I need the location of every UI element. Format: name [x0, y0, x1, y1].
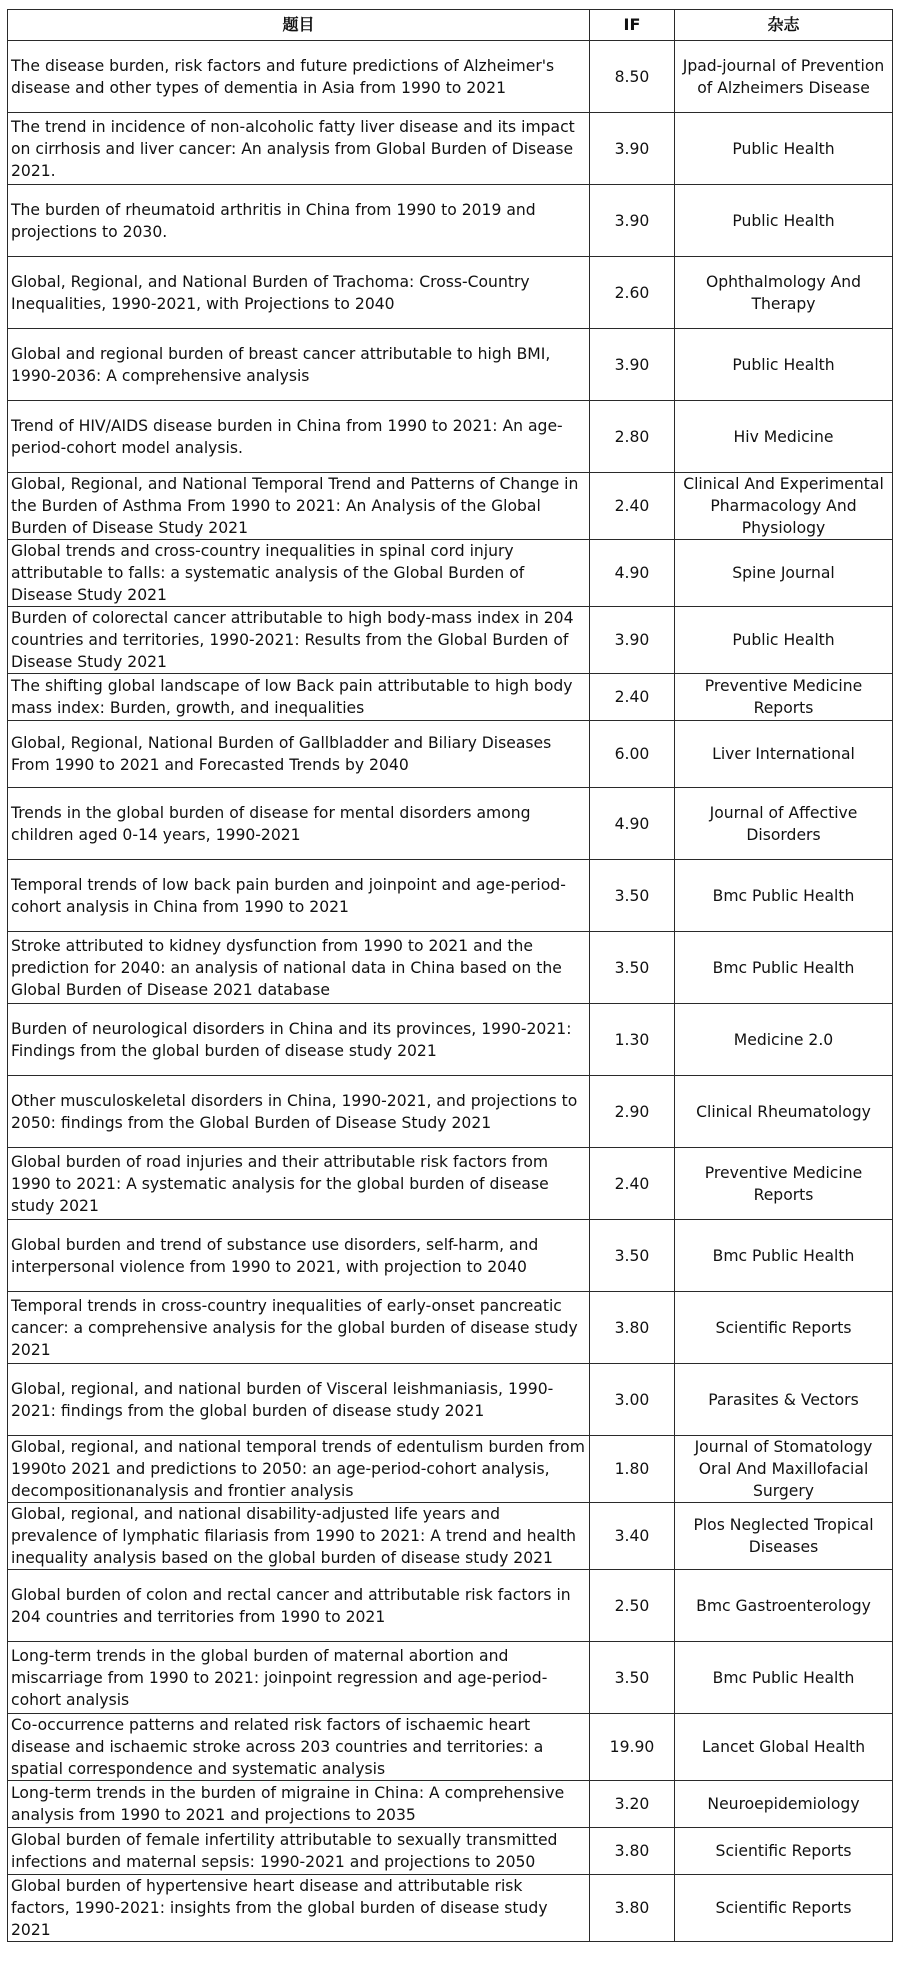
journal-cell: Public Health	[675, 185, 893, 257]
journal-cell: Plos Neglected Tropical Diseases	[675, 1503, 893, 1570]
table-row	[8, 1828, 893, 1875]
title-cell: Global, regional, and national temporal trends of edentulism burden from 1990to 2021 and predictions to 2050: an age-period-cohort analysis, decompositionanalysis and frontier analysis	[8, 1436, 590, 1503]
title-cell: Global trends and cross-country inequalities in spinal cord injury attributable to falls: a systematic analysis of the Global Burden of Disease Study 2021	[8, 540, 590, 607]
journal-cell: Public Health	[675, 113, 893, 185]
journal-cell: Lancet Global Health	[675, 1714, 893, 1781]
journal-cell: Scientific Reports	[675, 1292, 893, 1364]
if-cell: 2.50	[590, 1570, 675, 1642]
journal-cell: Parasites & Vectors	[675, 1364, 893, 1436]
if-cell: 3.50	[590, 932, 675, 1004]
title-cell: The disease burden, risk factors and future predictions of Alzheimer's disease and other types of dementia in Asia from 1990 to 2021	[8, 41, 590, 113]
table-row	[8, 607, 893, 674]
if-cell: 4.90	[590, 788, 675, 860]
table-row	[8, 401, 893, 473]
title-cell: Global burden of female infertility attributable to sexually transmitted infections and maternal sepsis: 1990-2021 and projections to 2050	[8, 1828, 590, 1875]
title-cell: Long-term trends in the burden of migraine in China: A comprehensive analysis from 1990 to 2021 and projections to 2035	[8, 1781, 590, 1828]
table-row	[8, 257, 893, 329]
title-cell: Long-term trends in the global burden of maternal abortion and miscarriage from 1990 to 2021: joinpoint regression and age-period-cohort analysis	[8, 1642, 590, 1714]
journal-cell: Liver International	[675, 721, 893, 788]
title-cell: Global, Regional, and National Burden of Trachoma: Cross-Country Inequalities, 1990-2021, with Projections to 2040	[8, 257, 590, 329]
if-cell: 3.20	[590, 1781, 675, 1828]
title-cell: Global burden of hypertensive heart disease and attributable risk factors, 1990-2021: insights from the global burden of disease study 2021	[8, 1875, 590, 1942]
table-row	[8, 1076, 893, 1148]
if-cell: 3.50	[590, 1642, 675, 1714]
journal-cell: Clinical Rheumatology	[675, 1076, 893, 1148]
title-cell: Global burden of road injuries and their attributable risk factors from 1990 to 2021: A systematic analysis for the global burden of disease study 2021	[8, 1148, 590, 1220]
table-row	[8, 721, 893, 788]
title-cell: The burden of rheumatoid arthritis in China from 1990 to 2019 and projections to 2030.	[8, 185, 590, 257]
journal-cell: Journal of Stomatology Oral And Maxillofacial Surgery	[675, 1436, 893, 1503]
table-row	[8, 113, 893, 185]
journal-cell: Journal of Affective Disorders	[675, 788, 893, 860]
table-row	[8, 473, 893, 540]
if-cell: 3.90	[590, 185, 675, 257]
table-row	[8, 540, 893, 607]
if-cell: 3.90	[590, 113, 675, 185]
table-row	[8, 674, 893, 721]
table-row	[8, 41, 893, 113]
journal-cell: Bmc Gastroenterology	[675, 1570, 893, 1642]
title-cell: Burden of colorectal cancer attributable to high body-mass index in 204 countries and territories, 1990-2021: Results from the Global Burden of Disease Study 2021	[8, 607, 590, 674]
table-row	[8, 1875, 893, 1942]
title-cell: Global, Regional, National Burden of Gallbladder and Biliary Diseases From 1990 to 2021 and Forecasted Trends by 2040	[8, 721, 590, 788]
table-row	[8, 1364, 893, 1436]
if-cell: 2.80	[590, 401, 675, 473]
journal-cell: Spine Journal	[675, 540, 893, 607]
journal-cell: Neuroepidemiology	[675, 1781, 893, 1828]
journal-cell: Public Health	[675, 329, 893, 401]
title-cell: Other musculoskeletal disorders in China, 1990-2021, and projections to 2050: findings from the Global Burden of Disease Study 2021	[8, 1076, 590, 1148]
table-row	[8, 1292, 893, 1364]
table-row	[8, 932, 893, 1004]
title-cell: Temporal trends of low back pain burden and joinpoint and age-period-cohort analysis in China from 1990 to 2021	[8, 860, 590, 932]
header-if: IF	[590, 10, 675, 41]
if-cell: 3.80	[590, 1292, 675, 1364]
table-row	[8, 1148, 893, 1220]
table-row	[8, 788, 893, 860]
if-cell: 3.00	[590, 1364, 675, 1436]
if-cell: 1.30	[590, 1004, 675, 1076]
if-cell: 2.40	[590, 674, 675, 721]
if-cell: 4.90	[590, 540, 675, 607]
journal-cell: Bmc Public Health	[675, 860, 893, 932]
title-cell: Global, regional, and national burden of Visceral leishmaniasis, 1990-2021: findings from the global burden of disease study 2021	[8, 1364, 590, 1436]
journal-cell: Public Health	[675, 607, 893, 674]
title-cell: Global, regional, and national disability-adjusted life years and prevalence of lymphatic filariasis from 1990 to 2021: A trend and health inequality analysis based on the global burden of disease study 2021	[8, 1503, 590, 1570]
journal-cell: Preventive Medicine Reports	[675, 1148, 893, 1220]
if-cell: 19.90	[590, 1714, 675, 1781]
table-row	[8, 1781, 893, 1828]
if-cell: 6.00	[590, 721, 675, 788]
if-cell: 2.90	[590, 1076, 675, 1148]
if-cell: 3.40	[590, 1503, 675, 1570]
table-row	[8, 1436, 893, 1503]
header-title: 题目	[8, 10, 590, 41]
if-cell: 3.90	[590, 607, 675, 674]
journal-cell: Bmc Public Health	[675, 1642, 893, 1714]
journal-cell: Bmc Public Health	[675, 1220, 893, 1292]
table-row	[8, 185, 893, 257]
title-cell: Stroke attributed to kidney dysfunction from 1990 to 2021 and the prediction for 2040: an analysis of national data in China based on the Global Burden of Disease 2021 database	[8, 932, 590, 1004]
title-cell: Global burden and trend of substance use disorders, self-harm, and interpersonal violence from 1990 to 2021, with projection to 2040	[8, 1220, 590, 1292]
papers-table	[7, 9, 893, 1942]
table-row	[8, 860, 893, 932]
if-cell: 2.40	[590, 473, 675, 540]
title-cell: Global burden of colon and rectal cancer and attributable risk factors in 204 countries and territories from 1990 to 2021	[8, 1570, 590, 1642]
table-row	[8, 1570, 893, 1642]
if-cell: 1.80	[590, 1436, 675, 1503]
journal-cell: Ophthalmology And Therapy	[675, 257, 893, 329]
journal-cell: Preventive Medicine Reports	[675, 674, 893, 721]
journal-cell: Hiv Medicine	[675, 401, 893, 473]
title-cell: Temporal trends in cross-country inequalities of early-onset pancreatic cancer: a comprehensive analysis for the global burden of disease study 2021	[8, 1292, 590, 1364]
journal-cell: Medicine 2.0	[675, 1004, 893, 1076]
title-cell: Burden of neurological disorders in China and its provinces, 1990-2021: Findings from the global burden of disease study 2021	[8, 1004, 590, 1076]
title-cell: The trend in incidence of non-alcoholic fatty liver disease and its impact on cirrhosis and liver cancer: An analysis from Global Burden of Disease 2021.	[8, 113, 590, 185]
header-journal: 杂志	[675, 10, 893, 41]
table-row	[8, 329, 893, 401]
table-row	[8, 1503, 893, 1570]
journal-cell: Bmc Public Health	[675, 932, 893, 1004]
if-cell: 3.90	[590, 329, 675, 401]
header-row	[8, 10, 893, 41]
table-row	[8, 1004, 893, 1076]
title-cell: The shifting global landscape of low Back pain attributable to high body mass index: Burden, growth, and inequalities	[8, 674, 590, 721]
if-cell: 8.50	[590, 41, 675, 113]
spreadsheet	[7, 9, 892, 1942]
journal-cell: Scientific Reports	[675, 1875, 893, 1942]
title-cell: Trend of HIV/AIDS disease burden in China from 1990 to 2021: An age-period-cohort model analysis.	[8, 401, 590, 473]
if-cell: 3.80	[590, 1828, 675, 1875]
title-cell: Global and regional burden of breast cancer attributable to high BMI, 1990-2036: A comprehensive analysis	[8, 329, 590, 401]
journal-cell: Jpad-journal of Prevention of Alzheimers Disease	[675, 41, 893, 113]
if-cell: 3.50	[590, 860, 675, 932]
title-cell: Trends in the global burden of disease for mental disorders among children aged 0-14 years, 1990-2021	[8, 788, 590, 860]
title-cell: Global, Regional, and National Temporal Trend and Patterns of Change in the Burden of Asthma From 1990 to 2021: An Analysis of the Global Burden of Disease Study 2021	[8, 473, 590, 540]
if-cell: 2.60	[590, 257, 675, 329]
table-row	[8, 1642, 893, 1714]
table-row	[8, 1220, 893, 1292]
if-cell: 2.40	[590, 1148, 675, 1220]
journal-cell: Clinical And Experimental Pharmacology And Physiology	[675, 473, 893, 540]
table-row	[8, 1714, 893, 1781]
title-cell: Co-occurrence patterns and related risk factors of ischaemic heart disease and ischaemic stroke across 203 countries and territories: a spatial correspondence and systematic analysis	[8, 1714, 590, 1781]
journal-cell: Scientific Reports	[675, 1828, 893, 1875]
if-cell: 3.80	[590, 1875, 675, 1942]
if-cell: 3.50	[590, 1220, 675, 1292]
